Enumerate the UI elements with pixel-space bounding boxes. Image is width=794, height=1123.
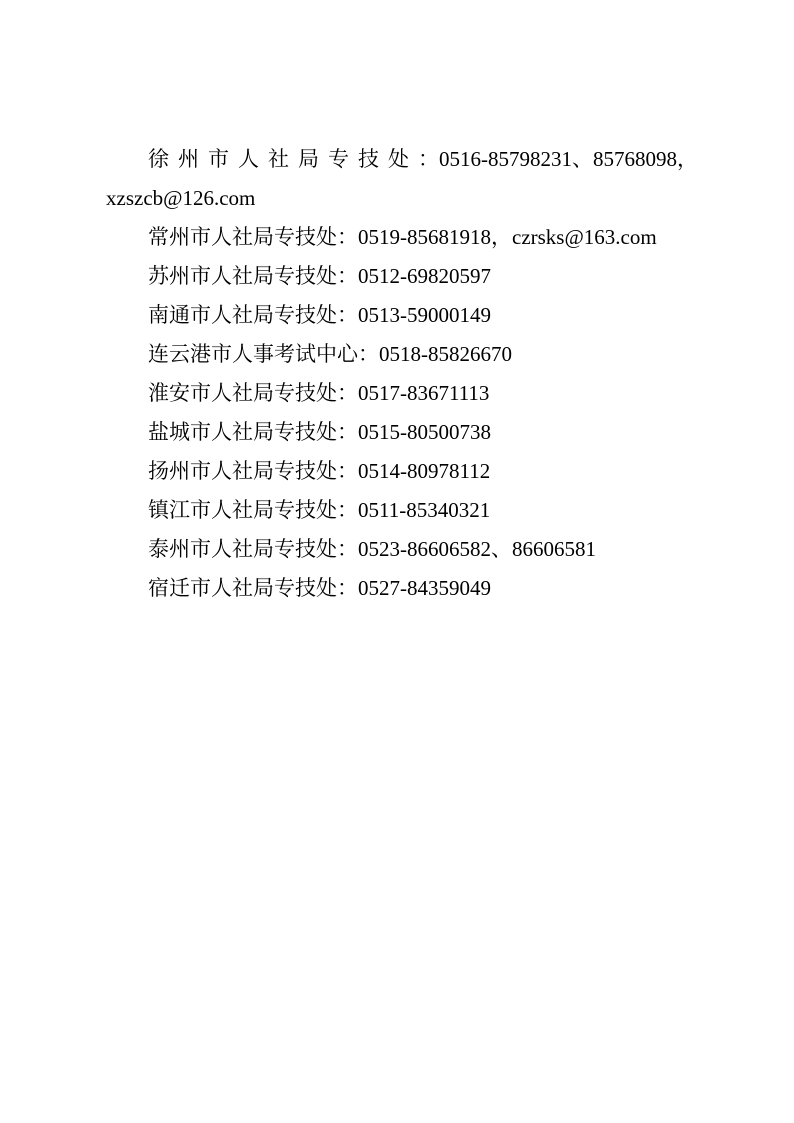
separator: 、 xyxy=(572,147,593,171)
contact-line-yangzhou: 扬州市人社局专技处：0514-80978112 xyxy=(148,459,491,483)
contact-line-suqian: 宿迁市人社局专技处：0527-84359049 xyxy=(148,576,491,600)
contact-line-xuzhou xyxy=(106,140,698,179)
separator: ： xyxy=(418,147,439,171)
phone-number: 0516-85798231 xyxy=(439,147,572,171)
contact-line-lianyungang: 连云港市人事考试中心：0518-85826670 xyxy=(148,342,512,366)
contact-line-zhenjiang: 镇江市人社局专技处：0511-85340321 xyxy=(148,498,491,522)
contact-line-nantong: 南通市人社局专技处：0513-59000149 xyxy=(148,303,491,327)
contact-line-huaian: 淮安市人社局专技处：0517-83671113 xyxy=(148,381,490,405)
contact-list xyxy=(106,140,698,608)
contact-line-taizhou: 泰州市人社局专技处：0523-86606582、86606581 xyxy=(148,537,596,561)
contact-line-changzhou: 常州市人社局专技处：0519-85681918，czrsks@163.com xyxy=(148,225,657,249)
contact-label: 徐州市人社局专技处 xyxy=(148,147,418,171)
separator: ， xyxy=(677,147,698,171)
contact-line-yancheng: 盐城市人社局专技处：0515-80500738 xyxy=(148,420,491,444)
phone-number: 85768098 xyxy=(593,147,677,171)
contact-email-xuzhou: xzszcb@126.com xyxy=(106,186,256,210)
contact-line-suzhou: 苏州市人社局专技处：0512-69820597 xyxy=(148,264,491,288)
